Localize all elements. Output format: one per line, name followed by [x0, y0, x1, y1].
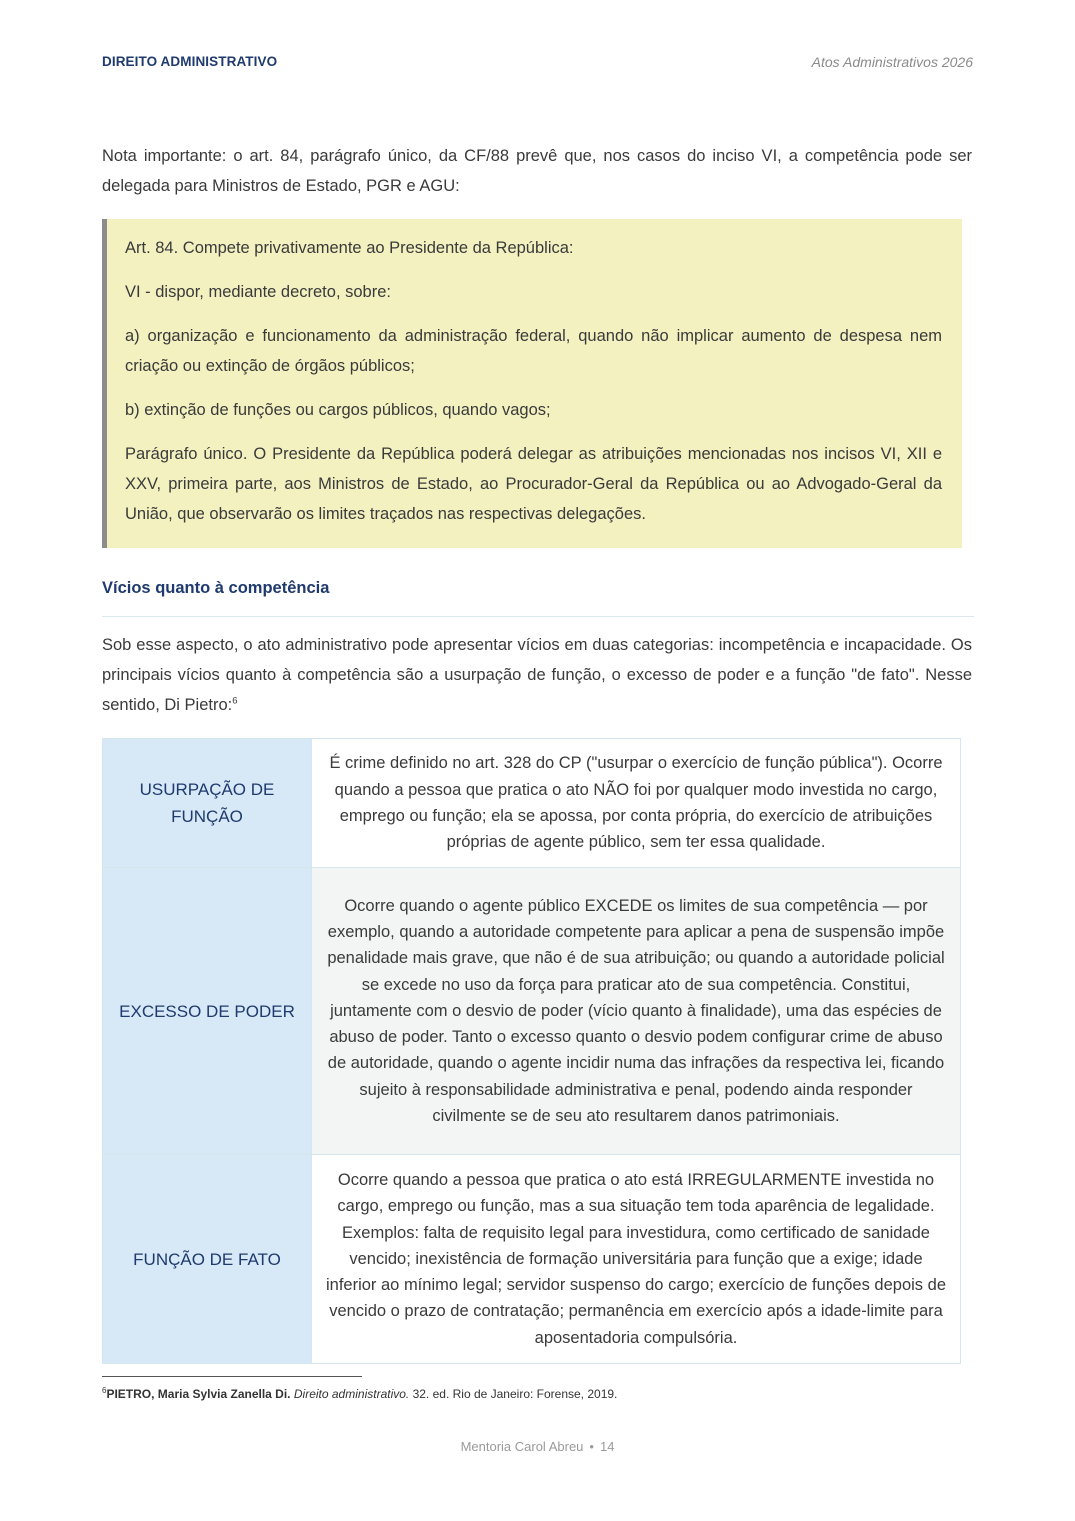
- definition-cell: É crime definido no art. 328 do CP ("usurpar o exercício de função pública"). Ocorre quando a pessoa que pratica o ato NÃO foi por qualquer modo investida no cargo, emprego ou função; ela se apossa, por conta própria, do exercício de atribuições próprias de agente público, sem ter essa qualidade.: [312, 739, 961, 868]
- footnote-divider: [102, 1376, 362, 1377]
- section-heading: Vícios quanto à competência: [102, 579, 330, 597]
- footer-separator: •: [589, 1439, 594, 1454]
- page-footer: [0, 1439, 1075, 1454]
- footnote: [102, 1387, 617, 1401]
- table-row: [103, 739, 961, 868]
- table-row: [103, 1155, 961, 1364]
- term-cell: USURPAÇÃO DE FUNÇÃO: [103, 739, 312, 868]
- quote-line: Art. 84. Compete privativamente ao Presidente da República:: [125, 239, 574, 257]
- page-number: 14: [599, 1439, 615, 1454]
- footnote-number: 6: [102, 1386, 107, 1395]
- table-row: [103, 868, 961, 1155]
- term-cell: EXCESSO DE PODER: [103, 868, 312, 1155]
- quote-line: b) extinção de funções ou cargos públicos, quando vagos;: [125, 401, 551, 419]
- term-cell: FUNÇÃO DE FATO: [103, 1155, 312, 1364]
- footnote-reference: 6: [232, 695, 238, 707]
- footnote-details: 32. ed. Rio de Janeiro: Forense, 2019.: [409, 1387, 618, 1401]
- footnote-work: Direito administrativo.: [293, 1387, 410, 1401]
- footer-text: Mentoria Carol Abreu: [460, 1439, 584, 1454]
- definition-cell: Ocorre quando a pessoa que pratica o ato está IRREGULARMENTE investida no cargo, emprego ou função, mas a sua situação tem toda aparência de legalidade. Exemplos: falta de requisito legal para investidura, como certificado de sanidade vencido; inexistência de formação universitária para função que a exige; idade inferior ao mínimo legal; servidor suspenso do cargo; exercício de funções depois de vencido o prazo de contratação; permanência em exercício após a idade-limite para aposentadoria compulsória.: [312, 1155, 961, 1364]
- section-body-text: Sob esse aspecto, o ato administrativo pode apresentar vícios em duas categorias: incompetência e incapacidade. Os principais vícios quanto à competência são a usurpação de função, o excesso de poder e a função "de fato". Nesse sentido, Di Pietro:: [102, 636, 972, 714]
- section-divider: [102, 616, 974, 617]
- quote-line: a) organização e funcionamento da administração federal, quando não implicar aumento de despesa nem criação ou extinção de órgãos públicos;: [125, 327, 942, 375]
- header-title: DIREITO ADMINISTRATIVO: [102, 54, 278, 69]
- header-document-title: Atos Administrativos 2026: [811, 54, 973, 70]
- intro-paragraph: Nota importante: o art. 84, parágrafo único, da CF/88 prevê que, nos casos do inciso VI, a competência pode ser delegada para Ministros de Estado, PGR e AGU:: [102, 147, 972, 195]
- section-body-paragraph: [102, 630, 972, 720]
- definition-cell: Ocorre quando o agente público EXCEDE os limites de sua competência — por exemplo, quando a autoridade competente para aplicar a pena de suspensão impõe penalidade mais grave, que não é de sua atribuição; ou quando a autoridade policial se excede no uso da força para praticar ato de sua competência. Constitui, juntamente com o desvio de poder (vício quanto à finalidade), uma das espécies de abuso de poder. Tanto o excesso quanto o desvio podem configurar crime de abuso de autoridade, quando o agente incidir numa das infrações da respectiva lei, ficando sujeito à responsabilidade administrativa e penal, podendo ainda responder civilmente se de seu ato resultarem danos patrimoniais.: [312, 868, 961, 1155]
- quote-line: Parágrafo único. O Presidente da República poderá delegar as atribuições mencionadas nos incisos VI, XII e XXV, primeira parte, aos Ministros de Estado, ao Procurador-Geral da República ou ao Advogado-Geral da União, que observarão os limites traçados nas respectivas delegações.: [125, 445, 942, 523]
- competence-defects-table: [102, 738, 961, 1364]
- law-quote-block: [102, 219, 962, 548]
- footnote-author: PIETRO, Maria Sylvia Zanella Di.: [106, 1387, 291, 1401]
- quote-line: VI - dispor, mediante decreto, sobre:: [125, 283, 391, 301]
